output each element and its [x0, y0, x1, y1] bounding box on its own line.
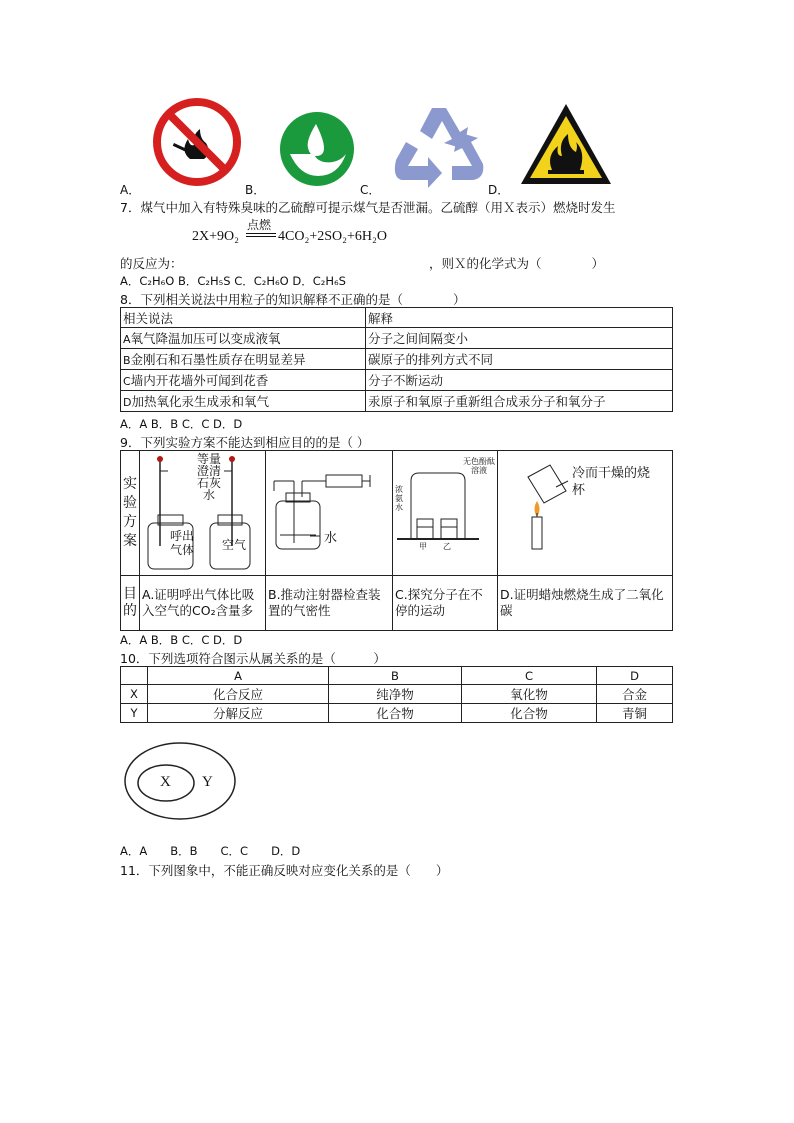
q7-equation-right: 4CO₂+2SO₂+6H₂O: [278, 229, 387, 244]
q10-question: 10．下列选项符合图示从属关系的是（ ）: [120, 651, 386, 666]
q8-row-letter: C: [123, 375, 131, 388]
q9-image-d: [498, 451, 673, 576]
q11-question: 11．下列图象中，不能正确反映对应变化关系的是（ ）: [120, 863, 449, 878]
q8-table: [120, 307, 673, 412]
q9-purpose-b: B.推动注射器检查装置的气密性: [266, 576, 393, 631]
equation-arrow: [246, 233, 276, 237]
syringe-airtightness-apparatus-icon: [266, 451, 392, 572]
q10-row-label-y: Y: [121, 704, 148, 723]
q8-row-letter: D: [123, 396, 132, 409]
q9-row-label-purpose: 目的: [121, 576, 140, 631]
q6-option-b: B．: [245, 183, 266, 197]
q9-a-right-label: 空气: [222, 538, 247, 552]
q9-d-label: 冷而干燥的烧杯: [572, 466, 651, 498]
q8-row-letter: A: [123, 333, 131, 346]
q10-cell: 分解反应: [148, 704, 329, 723]
q10-cell: 青铜: [597, 704, 673, 723]
q9-c-label-yi: 乙: [443, 542, 451, 551]
q9-c-label-jia: 甲: [419, 542, 427, 551]
q10-cell: 化合反应: [148, 685, 329, 704]
q10-cell: 化合物: [462, 704, 597, 723]
q8-options: A．A B．B C．C D．D: [120, 417, 243, 431]
q7-question: 7．煤气中加入有特殊臭味的乙硫醇可提示煤气是否泄漏。乙硫醇（用Ｘ表示）燃烧时发生: [120, 200, 616, 215]
flammable-warning-sign-icon: [518, 100, 614, 188]
q9-table: [120, 450, 673, 631]
q7-equation-left: 2X+9O₂: [192, 229, 239, 244]
q8-row-explanation: 分子不断运动: [366, 370, 673, 391]
q7-prefix: 的反应为：: [120, 256, 183, 271]
q10-options: A．A B．B C．C D．D: [120, 844, 301, 858]
recycle-sign-icon: [392, 102, 486, 188]
venn-inner-label: X: [160, 774, 171, 790]
q10-header-b: B: [329, 667, 462, 685]
q6-option-c: C．: [360, 183, 381, 197]
water-saving-sign-icon: [278, 110, 356, 188]
q9-row-label-plan: 实验方案: [121, 451, 140, 576]
q8-row-statement: 金刚石和石墨性质存在明显差异: [130, 352, 306, 367]
q8-row-explanation: 汞原子和氧原子重新组合成汞分子和氧分子: [366, 391, 673, 412]
q9-c-left-label: 浓氨水: [395, 485, 403, 512]
q9-purpose-c: C.探究分子在不停的运动: [393, 576, 498, 631]
q10-table: [120, 666, 673, 723]
q10-header-c: C: [462, 667, 597, 685]
q7-equation-condition: 点燃: [247, 218, 272, 232]
q8-row-statement: 墙内开花墙外可闻到花香: [130, 373, 269, 388]
q8-header-explanation: 解释: [366, 308, 673, 328]
q8-header-statement: 相关说法: [121, 308, 366, 328]
q9-question: 9．下列实验方案不能达到相应目的的是（ ）: [120, 435, 370, 450]
q10-row-label-x: X: [121, 685, 148, 704]
q9-c-right-label: 无色酚酞溶液: [463, 457, 495, 475]
q9-image-b: [266, 451, 393, 576]
q10-header-d: D: [597, 667, 673, 685]
q9-purpose-a: A.证明呼出气体比吸入空气的CO₂含量多: [140, 576, 266, 631]
q10-header-a: A: [148, 667, 329, 685]
q9-a-top-label: 等量澄清石灰水: [196, 452, 221, 502]
venn-diagram: [122, 740, 238, 822]
q10-cell: 化合物: [329, 704, 462, 723]
q9-b-label: 水: [324, 531, 338, 546]
q8-row-statement: 氧气降温加压可以变成液氧: [130, 331, 281, 346]
venn-outer-label: Y: [202, 774, 213, 790]
q8-question: 8．下列相关说法中用粒子的知识解释不正确的是（ ）: [120, 292, 466, 307]
q6-option-a: A．: [120, 183, 141, 197]
q9-image-a: [140, 451, 266, 576]
q7-suffix: ，则Ｘ的化学式为（ ）: [429, 256, 605, 271]
q10-cell: 氧化物: [462, 685, 597, 704]
q9-a-left-label: 呼出气体: [169, 529, 194, 557]
q8-row-statement: 加热氧化汞生成汞和氧气: [131, 394, 269, 409]
q8-row-explanation: 碳原子的排列方式不同: [366, 349, 673, 370]
q7-options: A．C₂H₆O B．C₂H₅S C．C₂H₆O D．C₂H₆S: [120, 274, 346, 288]
q10-cell: 纯净物: [329, 685, 462, 704]
q6-option-d: D．: [488, 183, 510, 197]
q9-purpose-d: D.证明蜡烛燃烧生成了二氧化碳: [498, 576, 673, 631]
q10-cell: 合金: [597, 685, 673, 704]
no-fire-sign-icon: [152, 97, 242, 187]
q9-options: A．A B．B C．C D．D: [120, 633, 243, 647]
q9-image-c: [393, 451, 498, 576]
q8-row-explanation: 分子之间间隔变小: [366, 328, 673, 349]
q8-row-letter: B: [123, 354, 131, 367]
